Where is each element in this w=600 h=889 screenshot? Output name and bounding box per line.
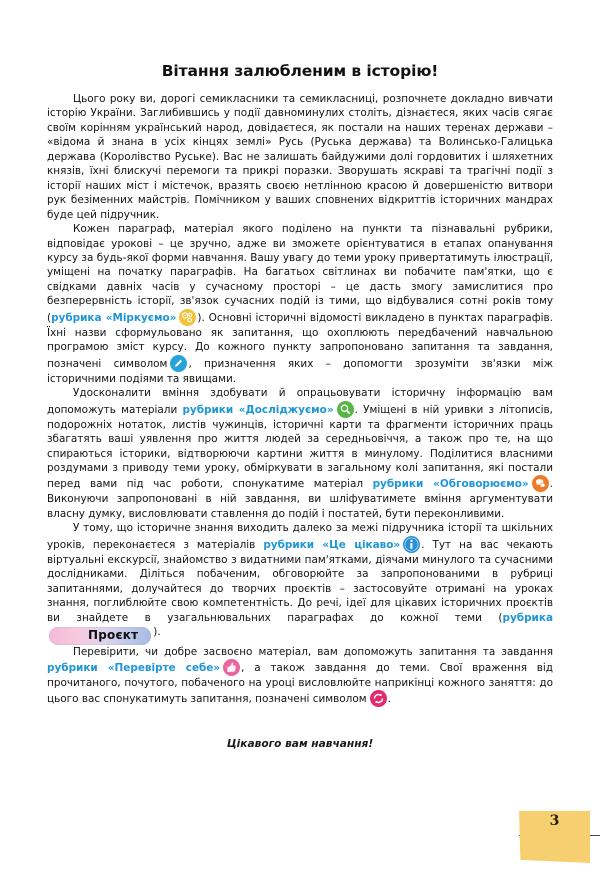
hand-ok-circle-icon — [223, 659, 240, 676]
thinking-gears-icon — [179, 309, 196, 326]
paragraph-structure-text-a: Кожен параграф, матеріал якого поділено на пункти та пізнавальні рубрики, відповідає урокові – це зручно, адже ви зможете орієнтуватися в етапах опанування курсу за будь-якої форми навчання. Вашу увагу до теми уроку привертатимуть ілюстрації, уміщені на початку параграфів. На багатьох світлинах ви побачите пам'ятки, що є свідками давніх часів у сучасному просторі – це дасть змогу замислитися про безперервність історії, зв'язок сучасних подій із тими, що відбувалися сотні років тому ( — [47, 223, 553, 324]
paragraph-intro-text: Цього року ви, дорогі семикласники та семикласниці, розпочнете докладно вивчати історію України. Заглибившись у події давноминулих століть, дізнаєтеся, яких часів сягає своїм корінням український народ, довідаєтеся, як постали на наших теренах держави – «відома й знана в усіх кінцях землі» Русь (Руська держава) та Волинсько-Галицька держава (Королівство Руське). Вас не залишать байдужими долі гордовитих і шляхетних князів, їхні блискучі перемоги та прикрі поразки. Зворушать яскраві та трагічні події з історії наших міст і містечок, вразять своєю нетлінною красою й довершеністю витвори рук безіменних майстрів. Помічником у ваших сповнених відкриттів історичних мандрах буде цей підручник. — [47, 93, 553, 221]
rubric-mirkuemo-label: рубрика «Міркуємо» — [51, 311, 177, 324]
page-number: 3 — [549, 813, 560, 829]
paragraph-research-text-b: . Уміщені в ній уривки з літописів, подорожніх нотаток, листів чужинців, історичні карти та фрагменти історичних праць збагатять ваші уявлення про життя людей за середньовіччя, а також про те, на що спираються історики, відтворюючи картини життя в минулому. Поділитися власними роздумами з приводу теми уроку, обміркувати в загальному колі запитання, які постали перед вами під час роботи, спонукатиме матеріал — [47, 403, 554, 491]
paragraph-selfcheck — [47, 645, 553, 708]
paragraph-interesting — [47, 521, 553, 644]
paragraph-research-text-c: . Виконуючи запропоновані в ній завдання, ви шліфуватимете вміння аргументувати власну думку, висловлювати ставлення до подій і постатей, бути переконливими. — [47, 478, 553, 520]
paragraph-structure-text-c: , призначення яких – допомогти зрозуміти зв'язки між історичними подіями та явищами. — [47, 357, 553, 385]
pencil-circle-icon — [170, 355, 187, 372]
paragraph-interesting-text-b: . Тут на вас чекають віртуальні екскурсії, знайомство з видатними пам'ятками, діячами минулого та сучасними дослідниками. Діліться побаченим, обговорюйте за запропонованими в рубриці запитаннями, долучайтеся до творчих проєктів – застосовуйте отримані на уроках знання, поглиблюйте свою компетентність. До речі, ідеї для цікавих історичних проєктів ви знайдете в узагальнювальних параграфах до кожної теми ( — [47, 538, 553, 624]
rubric-doslidzhuemo-label: рубрики «Досліджуємо» — [182, 403, 334, 416]
paragraph-selfcheck-text-b: , а також завдання до теми. Свої враження від прочитаного, почутого, побаченого на уроці висловлюйте наприкінці кожного заняття: до цього вас спонукатимуть запитання, позначені символом — [47, 661, 553, 706]
paragraph-interesting-text-a: У тому, що історичне знання виходить далеко за межі підручника історії та шкільних уроків, переконаєтеся з матеріалів — [47, 522, 553, 551]
rubric-word-label: рубрика — [502, 611, 553, 624]
info-circle-icon — [403, 536, 420, 553]
rubric-perevirte-sebe-label: рубрики «Перевірте себе» — [47, 661, 221, 674]
paragraph-research-text-a: Удосконалити вміння здобувати й опрацьовувати історичну інформацію вам допоможуть матеріали — [47, 387, 553, 416]
paragraph-intro — [47, 92, 553, 222]
closing-line: Цікавого вам навчання! — [226, 738, 374, 750]
page-body — [47, 92, 553, 707]
paragraph-research — [47, 386, 553, 521]
folio-tab — [519, 811, 590, 863]
magnifier-circle-icon — [337, 401, 354, 418]
paragraph-selfcheck-text-c: . — [387, 693, 391, 706]
refresh-circle-icon — [370, 690, 387, 707]
paragraph-interesting-text-c: ). — [153, 626, 161, 639]
page-title: Вітання залюбленим в історію! — [161, 62, 439, 81]
paragraph-structure-text-b: ). Основні історичні відомості викладено в пунктах параграфів. Їхні назви сформульовано як запитання, що охоплюють передбачений навчальною програмою зміст курсу. До кожного пункту запропоновано запитання та завдання, позначені символом — [47, 311, 553, 370]
speech-bubbles-icon — [532, 475, 549, 492]
rubric-ce-cikavo-label: рубрики «Це цікаво» — [263, 538, 401, 551]
rubric-obgovoryuemo-label: рубрики «Обговорюємо» — [372, 478, 529, 491]
paragraph-structure — [47, 222, 553, 386]
proekt-badge: Проєкт — [49, 627, 151, 644]
paragraph-selfcheck-text-a: Перевірити, чи добре засвоєно матеріал, вам допоможуть запитання та завдання — [73, 645, 553, 658]
